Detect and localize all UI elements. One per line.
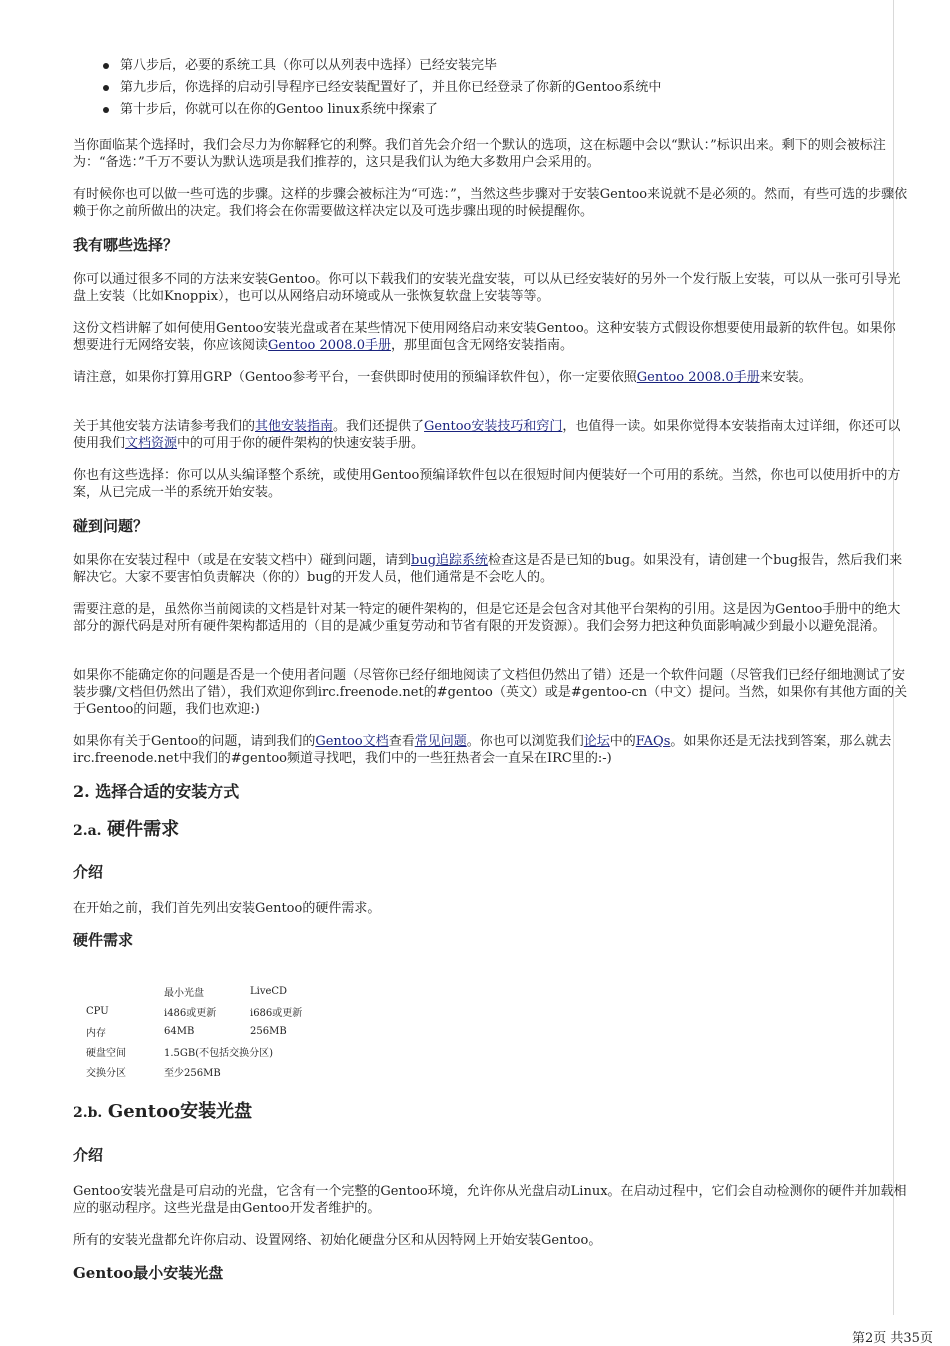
para-other-text-1: 关于其他安装方法请参考我们的 <box>73 419 256 434</box>
table-row <box>82 1061 334 1081</box>
hw-requirements-table <box>82 981 334 1081</box>
table-cell: 交换分区 <box>86 1067 126 1079</box>
para-grp <box>73 369 908 386</box>
step-list <box>100 55 661 121</box>
table-cell: 内存 <box>86 1027 106 1039</box>
heading-2a-number: 2.a. <box>73 823 102 839</box>
para-grp-text-after: 来安装。 <box>759 370 812 385</box>
para-doc-text: 这份文档讲解了如何使用Gentoo安装光盘或者在某些情况下使用网络启动来安装Gentoo。这种安装方式假设你想要使用最新的软件包。如果你想要进行无网络安装，你应该阅读 <box>73 321 896 353</box>
table-header-cell: LiveCD <box>250 985 288 997</box>
para-faq-text-1: 如果你有关于Gentoo的问题，请到我们的 <box>73 734 316 749</box>
heading-hw-req: 硬件需求 <box>73 931 134 949</box>
para-faq-text-2: 查看 <box>388 734 415 749</box>
para-other-methods <box>73 418 908 452</box>
para-arch: 需要注意的是，虽然你当前阅读的文档是针对某一特定的硬件架构的，但是它还是会包含对其他平台架构的引用。这是因为Gentoo手册中的绝大部分的源代码是对所有硬件架构都适用的（目的是减少重复劳动和节省有限的开发资源）。我们会努力把这种负面影响减少到最小以避免混淆。 <box>73 602 901 634</box>
table-cell: i486或更新 <box>164 1007 217 1019</box>
link-handbook-grp[interactable]: Gentoo 2008.0手册 <box>636 370 760 385</box>
para-cd-2: 所有的安装光盘都允许你启动、设置网络、初始化硬盘分区和从因特网上开始安装Gentoo。 <box>73 1233 602 1248</box>
heading-options: 我有哪些选择？ <box>73 236 179 254</box>
table-cell: 硬盘空间 <box>86 1047 126 1059</box>
para-compile: 你也有这些选择：你可以从头编译整个系统，或使用Gentoo预编译软件包以在很短时间内便装好一个可用的系统。当然，你也可以使用折中的方案，从已完成一半的系统开始安装。 <box>73 468 901 500</box>
heading-2b-number: 2.b. <box>73 1105 103 1121</box>
table-cell: CPU <box>86 1005 109 1017</box>
para-grp-text: 请注意，如果你打算用GRP（Gentoo参考平台，一套供即时使用的预编译软件包），你一定要依照 <box>73 370 637 385</box>
step-item-9: 第九步后，你选择的启动引导程序已经安装配置好了，并且你已经登录了你新的Gentoo系统中 <box>100 77 661 99</box>
para-methods: 你可以通过很多不同的方法来安装Gentoo。你可以下载我们的安装光盘安装，可以从已经安装好的另外一个发行版上安装，可以从一张可引导光盘上安装（比如Knoppix），也可以从网络启动环境或从一张恢复软盘上安装等等。 <box>73 272 901 304</box>
para-irc: 如果你不能确定你的问题是否是一个使用者问题（尽管你已经仔细地阅读了文档但仍然出了错）还是一个软件问题（尽管我们已经仔细地测试了安装步骤/文档但仍然出了错），我们欢迎你到irc.freenode.net的#gentoo（英文）或是#gentoo-cn（中文）提问。当然，如果你有其他方面的关于Gentoo的问题，我们也欢迎:) <box>73 668 908 717</box>
link-gentoo-docs[interactable]: Gentoo文档 <box>315 734 389 749</box>
link-install-tips[interactable]: Gentoo安装技巧和窍门 <box>424 419 563 434</box>
para-cd: Gentoo安装光盘是可启动的光盘，它含有一个完整的Gentoo环境，允许你从光盘启动Linux。在启动过程中，它们会自动检测你的硬件并加载相应的驱动程序。这些光盘是由Gentoo开发者维护的。 <box>73 1184 907 1216</box>
table-row <box>82 1021 334 1041</box>
para-optional: 有时候你也可以做一些可选的步骤。这样的步骤会被标注为“可选：”，当然这些步骤对于安装Gentoo来说就不是必须的。然而，有些可选的步骤依赖于你之前所做出的决定。我们将会在你需要做这样决定以及可选步骤出现的时候提醒你。 <box>73 187 908 219</box>
para-other-text-3: ，也值得一读。如果你觉得本安装指南太过详细，你还可以使用我们 <box>73 419 901 451</box>
step-item-8: 第八步后，必要的系统工具（你可以从列表中选择）已经安装完毕 <box>100 55 661 77</box>
heading-2b <box>73 1101 252 1124</box>
table-cell: 64MB <box>164 1025 195 1037</box>
para-faq-text-4: 中的 <box>609 734 636 749</box>
link-forum-faqs[interactable]: FAQs <box>635 734 671 749</box>
link-faq[interactable]: 常见问题 <box>414 734 467 749</box>
para-faq-text-3: 。你也可以浏览我们 <box>466 734 584 749</box>
link-handbook-2008[interactable]: Gentoo 2008.0手册 <box>268 338 391 353</box>
page-number: 第2页 共35页 <box>852 1331 933 1346</box>
para-doc <box>73 320 908 354</box>
table-cell: 至少256MB <box>164 1067 221 1079</box>
table-row <box>82 981 334 1001</box>
link-bug-tracker[interactable]: bug追踪系统 <box>411 553 489 568</box>
link-doc-resources[interactable]: 文档资源 <box>125 436 178 451</box>
para-faq-text-5: 。如果你还是无法找到答案，那么就去irc.freenode.net中我们的#gentoo频道寻找吧，我们中的一些狂热者会一直呆在IRC里的:-) <box>73 734 892 766</box>
link-alt-install-guide[interactable]: 其他安装指南 <box>255 419 334 434</box>
para-other-text-4: 中的可用于你的硬件架构的快速安装手册。 <box>177 436 425 451</box>
para-choices: 当你面临某个选择时，我们会尽力为你解释它的利弊。我们首先会介绍一个默认的选项，这在标题中会以“默认：”标识出来。剩下的则会被标注为：“备选：”千万不要认为默认选项是我们推荐的，这只是我们认为绝大多数用户会采用的。 <box>73 138 886 170</box>
para-bug-text-after: 检查这是否是已知的bug。如果没有，请创建一个bug报告，然后我们来解决它。大家不要害怕负责解决（你的）bug的开发人员，他们通常是不会吃人的。 <box>73 553 903 585</box>
heading-problems: 碰到问题？ <box>73 517 149 535</box>
para-hw: 在开始之前，我们首先列出安装Gentoo的硬件需求。 <box>73 901 381 916</box>
table-header-cell: 最小光盘 <box>164 987 204 999</box>
para-other-text-2: 。我们还提供了 <box>333 419 425 434</box>
heading-2b-title: Gentoo安装光盘 <box>107 1101 253 1122</box>
table-cell: i686或更新 <box>250 1007 303 1019</box>
table-cell <box>246 1061 334 1081</box>
para-bug-text: 如果你在安装过程中（或是在安装文档中）碰到问题，请到 <box>73 553 412 568</box>
step-item-10: 第十步后，你就可以在你的Gentoo linux系统中探索了 <box>100 99 661 121</box>
table-cell: 1.5GB(不包括交换分区) <box>164 1047 274 1059</box>
heading-2a <box>73 819 179 842</box>
heading-intro-2: 介绍 <box>73 1146 104 1164</box>
heading-intro-1: 介绍 <box>73 863 104 881</box>
table-row <box>82 1001 334 1021</box>
table-cell <box>82 981 160 1001</box>
heading-min-cd: Gentoo最小安装光盘 <box>73 1264 224 1282</box>
para-faq <box>73 733 908 767</box>
table-cell: 256MB <box>250 1025 287 1037</box>
table-row <box>82 1041 334 1061</box>
heading-2a-title: 硬件需求 <box>107 819 180 840</box>
heading-section-2: 2. 选择合适的安装方式 <box>73 782 240 801</box>
para-bug <box>73 552 908 586</box>
para-doc-text-after: ，那里面包含无网络安装指南。 <box>390 338 573 353</box>
link-forums[interactable]: 论坛 <box>583 734 610 749</box>
